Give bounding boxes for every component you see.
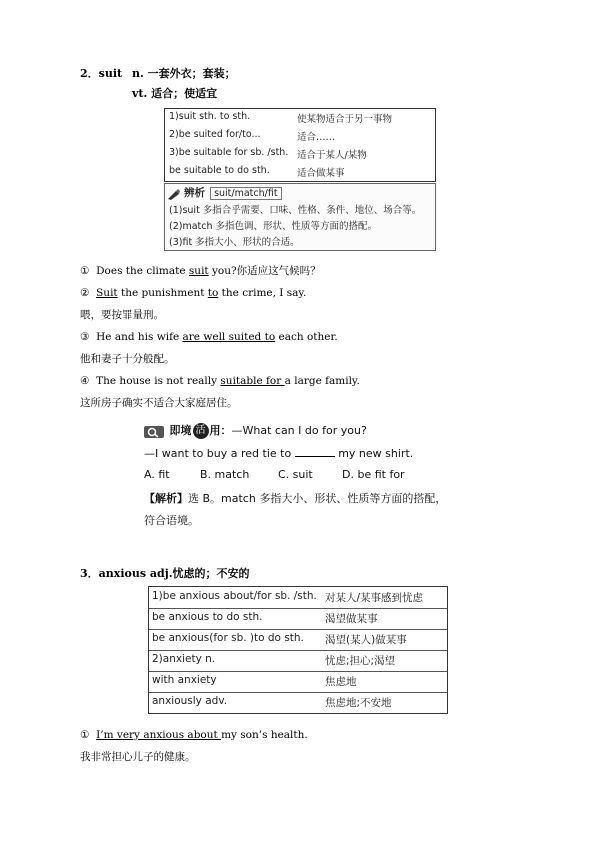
table-row: be suitable to do sth. 适合做某事 [169,165,345,179]
pen-icon [167,188,181,200]
quiz-question-line-2: —I want to buy a red tie to my new shirt. [144,447,414,460]
magnifier-icon [144,425,166,437]
table-row: be anxious(for sb. )to do sth. 渴望(某人)做某事 [152,632,407,646]
bianxi-line: (2)match 多指色调、形状、性质等方面的搭配。 [169,221,378,232]
example-2-translation: 喂，要按罪量刑。 [80,309,164,321]
bianxi-box [164,183,436,251]
option-d: D. be fit for [342,468,405,481]
noun-definition: n. 一套外衣；套装； [132,67,236,80]
option-b: B. match [200,468,250,481]
anxious-example-1-translation: 我非常担心儿子的健康。 [80,751,196,763]
bianxi-line: (3)fit 多指大小、形状的合适。 [169,237,300,248]
table-row: anxiously adv. 焦虑地;不安地 [152,695,392,709]
table-row: 3)be suitable for sb. /sth. 适合于某人/某物 [169,147,367,161]
suit-usage-table [164,108,436,182]
section-number: 2． [80,67,99,80]
quiz-answer-2: 符合语境。 [144,514,199,527]
table-row: 2)anxiety n. 忧虑;担心;渴望 [152,653,396,667]
table-row: be anxious to do sth. 渴望做某事 [152,611,378,625]
example-2: ② Suit the punishment to the crime, I say. [80,287,307,299]
quiz-options [144,468,405,481]
anxious-example-1: ① I’m very anxious about my son’s health. [80,729,308,741]
answer-blank [295,446,335,457]
section-2-heading [80,66,122,81]
table-row: with anxiety 焦虑地 [152,674,357,688]
quiz-question-line: 即境 活 用：—What can I do for you? [144,422,367,439]
quiz-answer: 【解析】选 B。match 多指大小、形状、性质等方面的搭配， [144,492,447,505]
table-row: 1)be anxious about/for sb. /sth. 对某人/某事感到忧虑 [152,590,424,604]
headword: suit [98,67,123,80]
bianxi-line: (1)suit 多指合乎需要、口味、性格、条件、地位、场合等。 [169,205,422,216]
example-3-translation: 他和妻子十分般配。 [80,353,175,365]
table-row: 2)be suited for/to... 适合…… [169,129,336,143]
anxious-usage-table [148,586,448,714]
example-4: ④ The house is not really suitable for a large family. [80,375,360,387]
table-row: 1)suit sth. to sth. 使某物适合于另一事物 [169,111,393,125]
example-1: ① Does the climate suit you?你适应这气候吗？ [80,265,321,277]
example-3: ③ He and his wife are well suited to each other. [80,331,338,343]
example-4-translation: 这所房子确实不适合大家庭居住。 [80,397,238,409]
bianxi-title: 辨析 suit/match/fit [167,185,282,201]
option-a: A. fit [144,468,170,481]
section-3-heading: 3．anxious adj.忧虑的；不安的 [80,567,250,580]
verb-definition: vt. 适合；使适宜 [132,87,218,100]
option-c: C. suit [278,468,313,481]
badge-icon: 活 [193,423,209,439]
